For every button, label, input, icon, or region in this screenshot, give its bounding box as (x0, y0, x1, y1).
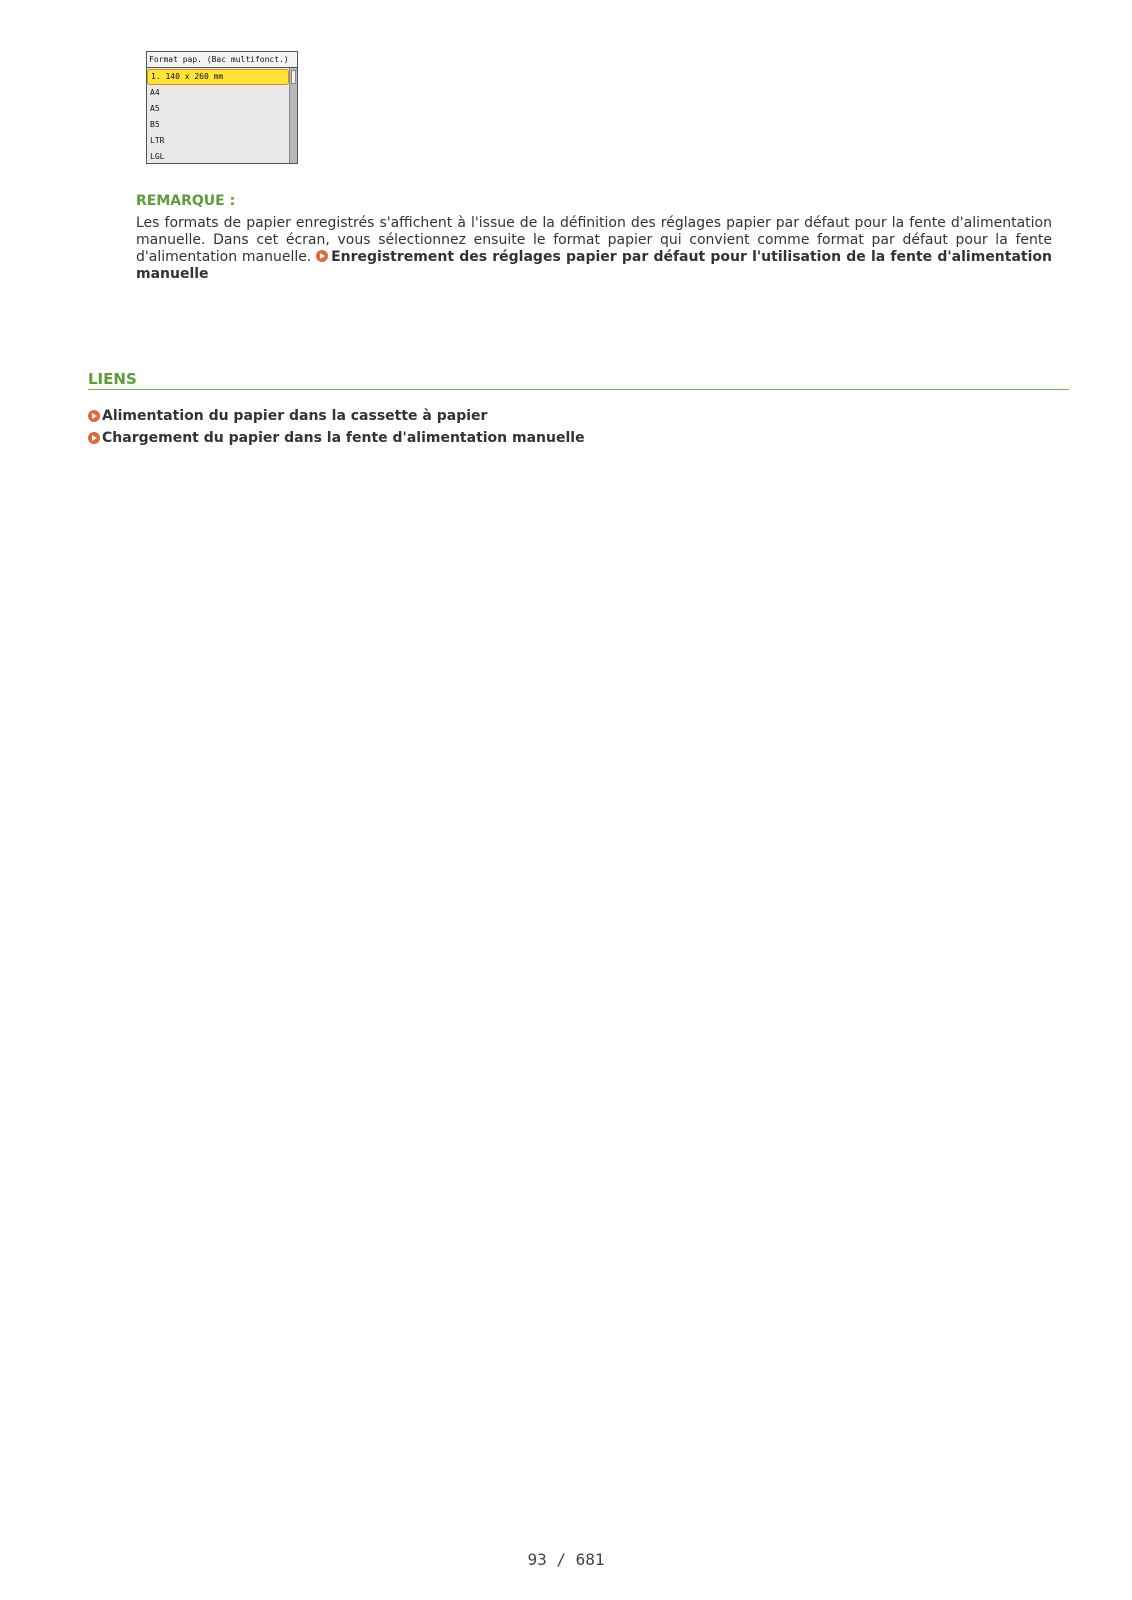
arrow-right-circle-icon (88, 432, 100, 444)
liens-link-label: Alimentation du papier dans la cassette à papier (102, 408, 488, 424)
liens-link-fente-manuelle[interactable] (88, 427, 585, 449)
liens-heading: LIENS (88, 370, 137, 388)
lcd-screen (146, 51, 298, 164)
lcd-scrollbar-thumb[interactable] (291, 70, 296, 84)
remarque-link-label: Enregistrement des réglages papier par défaut pour l'utilisation de la fente d'alimentation manuelle (136, 249, 1052, 282)
remarque-text: Les formats de papier enregistrés s'affichent à l'issue de la définition des réglages papier par défaut pour la fente d'alimentation manuelle. Dans cet écran, vous sélectionnez ensuite le format papier qui convient comme format par défaut pour la fente d'alimentation manuelle. (136, 215, 1052, 265)
liens-list (88, 405, 585, 449)
lcd-list-item[interactable]: A5 (150, 104, 160, 113)
arrow-right-circle-icon (316, 250, 328, 262)
remarque-heading: REMARQUE : (136, 193, 236, 209)
page-number: 93 / 681 (527, 1550, 605, 1569)
lcd-list-item[interactable]: LGL (150, 152, 165, 161)
lcd-scrollbar[interactable] (289, 68, 297, 163)
lcd-list-item-selected[interactable]: 1. 140 x 260 mm (147, 69, 289, 85)
liens-link-label: Chargement du papier dans la fente d'alimentation manuelle (102, 430, 585, 446)
liens-divider (88, 389, 1069, 390)
lcd-list (147, 68, 290, 163)
remarque-body (136, 215, 1052, 283)
lcd-list-item[interactable]: LTR (150, 136, 165, 145)
lcd-list-item[interactable]: B5 (150, 120, 160, 129)
liens-link-cassette[interactable] (88, 405, 585, 427)
arrow-right-circle-icon (88, 410, 100, 422)
lcd-list-item[interactable]: A4 (150, 88, 160, 97)
lcd-title: Format pap. (Bac multifonct.) (147, 52, 297, 68)
